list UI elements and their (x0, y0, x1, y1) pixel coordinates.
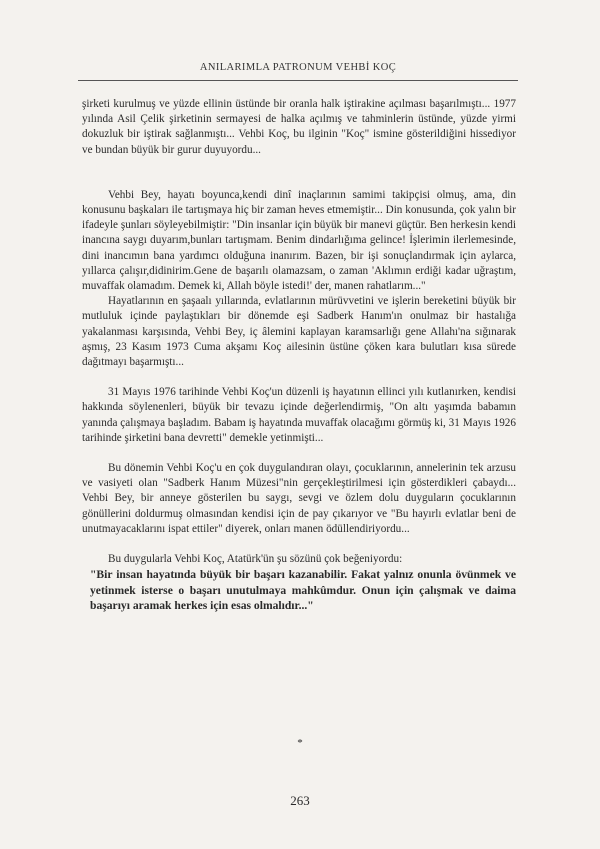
page-body (82, 97, 516, 614)
paragraph-5: Bu dönemin Vehbi Koç'u en çok duygulandıran olayı, çocuklarının, annelerinin tek arzusu ve vasiyeti olan "Sadberk Hanım Müzesi"nin gerçekleştirilmesi için gösterdikleri çabaydı... Vehbi Bey, bir anneye gösterilen bu saygı, sevgi ve özlem dolu duyguların çocuklarının gönüllerini doldurmuş olmasından kendisi için de pay çıkarıyor ve "Bu hayırlı evlatlar beni de unutmayacaklarını ispat ettiler" diyerek, onları manen ödüllendiriyordu... (82, 462, 516, 535)
paragraph-4: 31 Mayıs 1976 tarihinde Vehbi Koç'un düzenli iş hayatının ellinci yılı kutlanırken, kendisi hakkında söylenenleri, büyük bir tevazu içinde değerlendirmiş, "On altı yaşımda babamın yanında çalışmaya başladım. Babam iş hayatında muvaffak olacağımı görmüş ki, 31 Mayıs 1926 tarihinde şirketini bana devretti" demekle yetinmişti... (82, 386, 516, 444)
paragraph-1: şirketi kurulmuş ve yüzde ellinin üstünde bir oranla halk iştirakine açılması başarılmıştı... 1977 yılında Asil Çelik şirketinin sermayesi de halka açılmış ve tahminlerin üstünde, yüzde yirmi dokuzluk bir iştirak sağlanmıştı... Vehbi Koç, bu ilginin "Koç" ismine gösterildiğini hissediyor ve bundan büyük bir gurur duyuyordu... (82, 98, 516, 156)
paragraph-2: Vehbi Bey, hayatı boyunca,kendi dinî inaçlarının samimi takipçisi olmuş, ama, din konusunu başkaları ile tartışmaya hiç bir zaman heves etmemiştir... Din konusunda, çok yalın bir ifadeyle şunları söyleyebilmiştir: "Din insanlar için büyük bir manevi güçtür. Ben herkesin kendi inancına saygı duyarım,bunları tartışmam. Benim dindarlığıma gelince! İşlerimin ilerlemesinde, dini inancımın bana yardımcı olduğuna inanırım. Bazen, bir işi sonuçlandırmak için aylarca, yıllarca çalışır,didinirim.Gene de başarılı olamazsam, o zaman 'Aklımın erdiği kadar uğraştım, muvaffak olamadım. Demek ki, Allah böyle istedi!' der, manen rahatlarım..." (82, 188, 516, 293)
header-rule (78, 80, 518, 81)
paragraph-3: Hayatlarının en şaşaalı yıllarında, evlatlarının mürüvvetini ve işlerin bereketini büyük bir mutluluk içinde paylaştıkları bir dönemde eşi Sadberk Hanım'ın onulmaz bir hastalığa yakalanması karşısında, Vehbi Bey, iç âlemini kaplayan karamsarlığı gene Allahı'na sığınarak aşmış, 23 Kasım 1973 Cuma akşamı Koç ailesinin üstüne çöken kara bulutları kısa sürede dağıtmayı başarmıştı... (82, 295, 516, 369)
ataturk-quote: "Bir insan hayatında büyük bir başarı kazanabilir. Fakat yalnız onunla övünmek ve yetinmek isterse o başarı unutulmaya mahkûmdur. Onun için çalışmak ve daima başarıyı aramak herkes için esas olmalıdır..." (90, 568, 516, 613)
paragraph-6: Bu duygularla Vehbi Koç, Atatürk'ün şu sözünü çok beğeniyordu: (108, 553, 403, 566)
section-separator: * (297, 737, 303, 749)
page-number: 263 (290, 793, 310, 808)
running-header: ANILARIMLA PATRONUM VEHBİ KOÇ (199, 62, 397, 73)
